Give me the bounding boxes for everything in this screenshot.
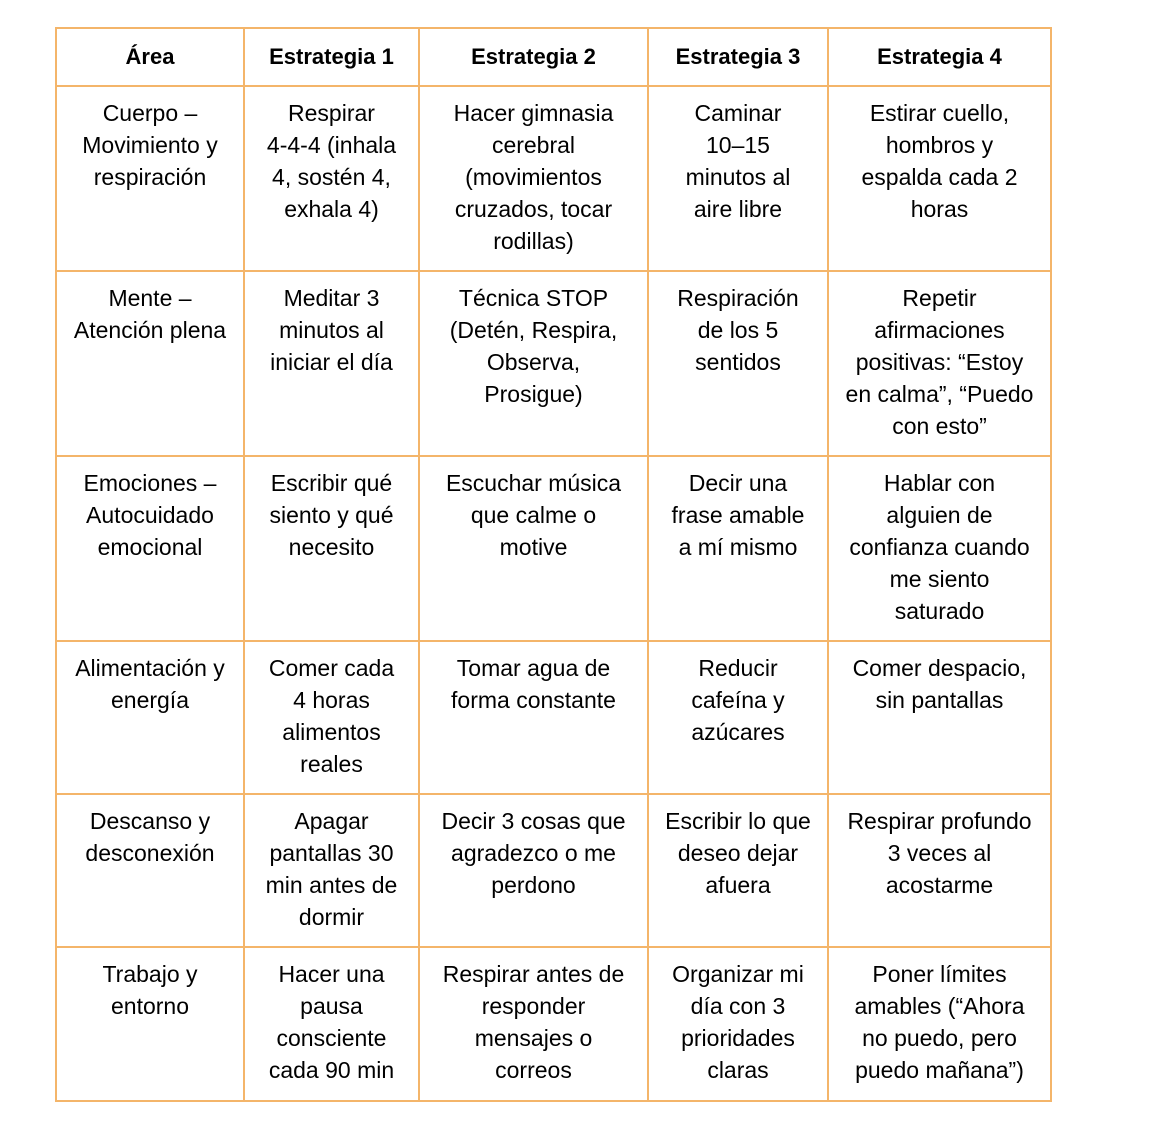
header-row xyxy=(56,28,1051,86)
header-strategy-1: Estrategia 1 xyxy=(244,28,419,86)
strategy-cell: Reducir cafeína y azúcares xyxy=(648,641,828,794)
strategy-cell: Hacer una pausa consciente cada 90 min xyxy=(244,947,419,1101)
strategy-cell: Poner límites amables (“Ahora no puedo, pero puedo mañana”) xyxy=(828,947,1051,1101)
strategy-cell: Comer cada 4 horas alimentos reales xyxy=(244,641,419,794)
strategy-cell: Hablar con alguien de confianza cuando me siento saturado xyxy=(828,456,1051,641)
area-cell: Emociones – Autocuidado emocional xyxy=(56,456,244,641)
strategy-cell: Estirar cuello, hombros y espalda cada 2 horas xyxy=(828,86,1051,271)
strategy-cell: Escuchar música que calme o motive xyxy=(419,456,648,641)
strategy-cell: Decir una frase amable a mí mismo xyxy=(648,456,828,641)
header-strategy-3: Estrategia 3 xyxy=(648,28,828,86)
strategy-cell: Escribir qué siento y qué necesito xyxy=(244,456,419,641)
strategy-cell: Escribir lo que deseo dejar afuera xyxy=(648,794,828,947)
area-cell: Descanso y desconexión xyxy=(56,794,244,947)
strategy-cell: Tomar agua de forma constante xyxy=(419,641,648,794)
strategy-cell: Comer despacio, sin pantallas xyxy=(828,641,1051,794)
table-row xyxy=(56,641,1051,794)
table-row xyxy=(56,794,1051,947)
strategy-cell: Respirar antes de responder mensajes o correos xyxy=(419,947,648,1101)
strategy-cell: Organizar mi día con 3 prioridades claras xyxy=(648,947,828,1101)
header-area: Área xyxy=(56,28,244,86)
area-cell: Cuerpo – Movimiento y respiración xyxy=(56,86,244,271)
strategy-cell: Apagar pantallas 30 min antes de dormir xyxy=(244,794,419,947)
strategy-cell: Decir 3 cosas que agradezco o me perdono xyxy=(419,794,648,947)
strategy-cell: Técnica STOP (Detén, Respira, Observa, Prosigue) xyxy=(419,271,648,456)
area-cell: Alimentación y energía xyxy=(56,641,244,794)
table-row xyxy=(56,456,1051,641)
strategy-cell: Repetir afirmaciones positivas: “Estoy en calma”, “Puedo con esto” xyxy=(828,271,1051,456)
header-strategy-2: Estrategia 2 xyxy=(419,28,648,86)
strategy-cell: Respiración de los 5 sentidos xyxy=(648,271,828,456)
table-row xyxy=(56,947,1051,1101)
area-cell: Trabajo y entorno xyxy=(56,947,244,1101)
strategy-cell: Respirar 4-4-4 (inhala 4, sostén 4, exhala 4) xyxy=(244,86,419,271)
area-cell: Mente – Atención plena xyxy=(56,271,244,456)
strategy-cell: Meditar 3 minutos al iniciar el día xyxy=(244,271,419,456)
table-row xyxy=(56,271,1051,456)
strategy-cell: Hacer gimnasia cerebral (movimientos cruzados, tocar rodillas) xyxy=(419,86,648,271)
strategies-table xyxy=(55,27,1052,1102)
table-row xyxy=(56,86,1051,271)
strategy-cell: Caminar 10–15 minutos al aire libre xyxy=(648,86,828,271)
strategy-cell: Respirar profundo 3 veces al acostarme xyxy=(828,794,1051,947)
header-strategy-4: Estrategia 4 xyxy=(828,28,1051,86)
